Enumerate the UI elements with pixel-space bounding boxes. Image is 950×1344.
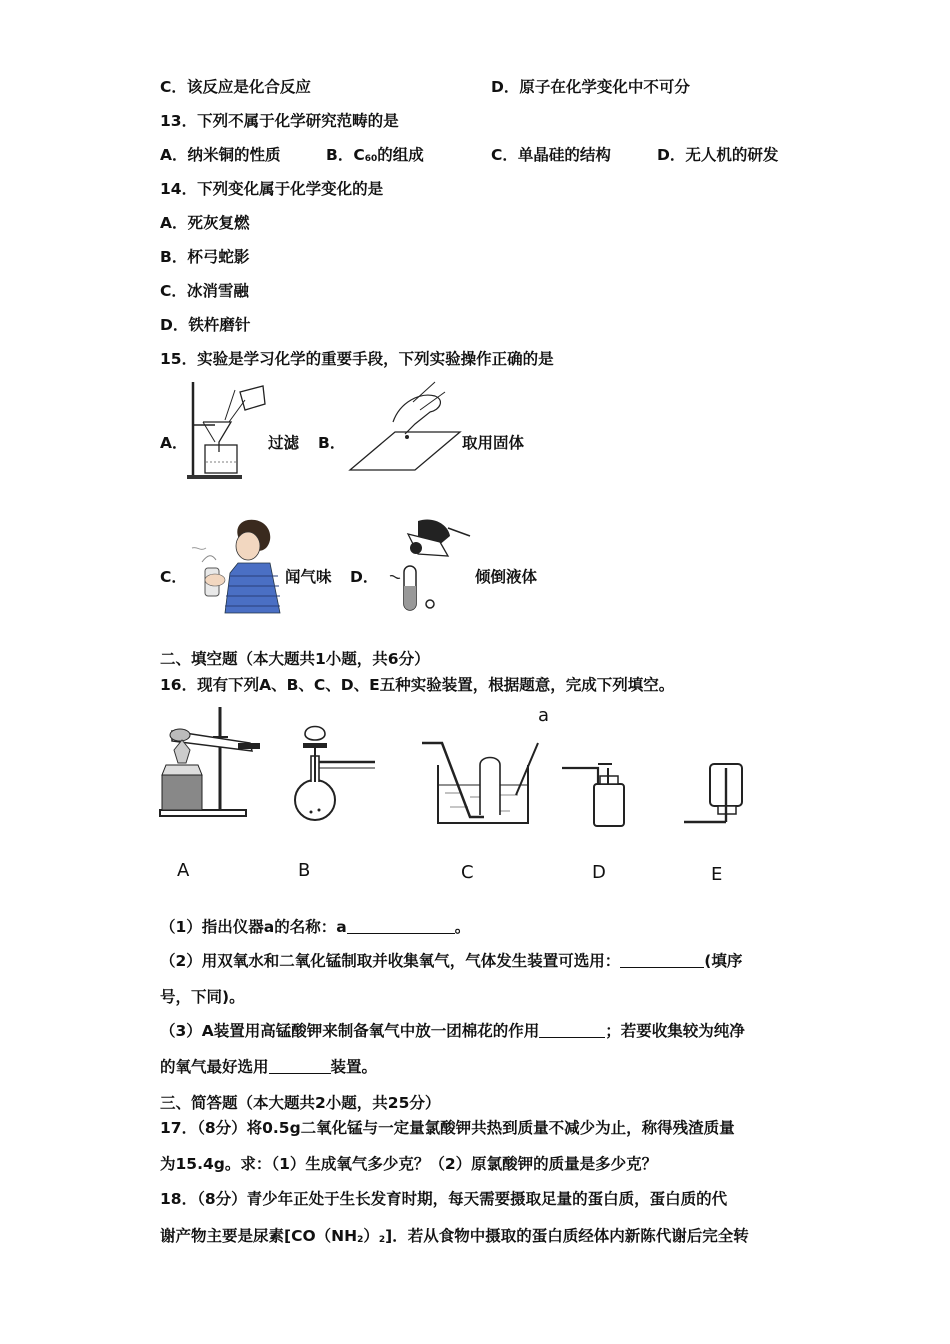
apparatus-label-d: D [592, 862, 606, 883]
smell-gas-illustration [190, 518, 285, 618]
q13-stem: 13．下列不属于化学研究范畴的是 [160, 112, 399, 130]
q16-part3-blank1[interactable] [539, 1023, 605, 1038]
apparatus-label-e: E [711, 864, 723, 885]
q14-option-c: C．冰消雪融 [160, 282, 249, 300]
q15-option-c-letter: C． [160, 568, 187, 586]
q13-option-d: D．无人机的研发 [657, 146, 779, 164]
q12-option-d: D．原子在化学变化中不可分 [491, 78, 690, 96]
apparatus-b-illustration [295, 720, 380, 825]
take-solid-illustration [345, 382, 465, 477]
section2-heading: 二、填空题（本大题共1小题，共6分） [160, 650, 430, 668]
q15-stem: 15．实验是学习化学的重要手段，下列实验操作正确的是 [160, 350, 554, 368]
q15-option-d-text: 倾倒液体 [475, 568, 538, 586]
q17-line1: 17．（8分）将0.5g二氧化锰与一定量氯酸钾共热到质量不减少为止，称得残渣质量 [160, 1119, 735, 1137]
q16-part2: （2）用双氧水和二氧化锰制取并收集氧气，气体发生装置可选用： (填序 [160, 952, 743, 970]
q14-stem: 14．下列变化属于化学变化的是 [160, 180, 384, 198]
q16-stem: 16．现有下列A、B、C、D、E五种实验装置，根据题意，完成下列填空。 [160, 676, 675, 694]
q13-option-b: B．C60的组成 [326, 146, 424, 164]
q14-option-a: A．死灰复燃 [160, 214, 250, 232]
q14-option-b: B．杯弓蛇影 [160, 248, 250, 266]
q15-option-d-letter: D． [350, 568, 379, 586]
q16-part3: （3）A装置用高锰酸钾来制备氧气中放一团棉花的作用 ；若要收集较为纯净 [160, 1022, 745, 1040]
q16-part3-blank2[interactable] [269, 1059, 331, 1074]
q15-option-c-text: 闻气味 [285, 568, 332, 586]
apparatus-label-c: C [461, 862, 474, 883]
apparatus-label-a: A [177, 860, 190, 881]
filtration-illustration [185, 380, 275, 480]
q13-option-c: C．单晶硅的结构 [491, 146, 611, 164]
q15-option-b-text: 取用固体 [462, 434, 525, 452]
section3-heading: 三、简答题（本大题共2小题，共25分） [160, 1094, 441, 1112]
q15-option-b-letter: B． [318, 434, 346, 452]
apparatus-e-illustration [680, 760, 750, 830]
q18-line1: 18．（8分）青少年正处于生长发育时期，每天需要摄取足量的蛋白质，蛋白质的代 [160, 1190, 728, 1208]
q17-line2: 为15.4g。求：（1）生成氧气多少克？（2）原氯酸钾的质量是多少克？ [160, 1155, 658, 1173]
q18-line2: 谢产物主要是尿素[CO（NH2）2]．若从食物中摄取的蛋白质经体内新陈代谢后完全转 [160, 1227, 749, 1245]
apparatus-d-illustration [560, 760, 635, 830]
apparatus-a-illustration [158, 705, 266, 820]
q16-part2-blank[interactable] [620, 953, 704, 968]
q13-option-a: A．纳米铜的性质 [160, 146, 281, 164]
q16-part2-cont: 号，下同)。 [160, 988, 245, 1006]
q15-option-a-text: 过滤 [268, 434, 300, 452]
q16-part1-blank[interactable] [347, 919, 455, 934]
q15-option-a-letter: A． [160, 434, 188, 452]
q14-option-d: D．铁杵磨针 [160, 316, 251, 334]
q12-option-c: C．该反应是化合反应 [160, 78, 311, 96]
apparatus-label-b: B [298, 860, 311, 881]
q16-part3-cont: 的氧气最好选用 装置。 [160, 1058, 378, 1076]
pour-liquid-illustration [378, 516, 473, 616]
marker-a: a [538, 705, 550, 726]
q16-part1: （1）指出仪器a的名称：a 。 [160, 918, 471, 936]
apparatus-c-illustration [420, 725, 550, 825]
